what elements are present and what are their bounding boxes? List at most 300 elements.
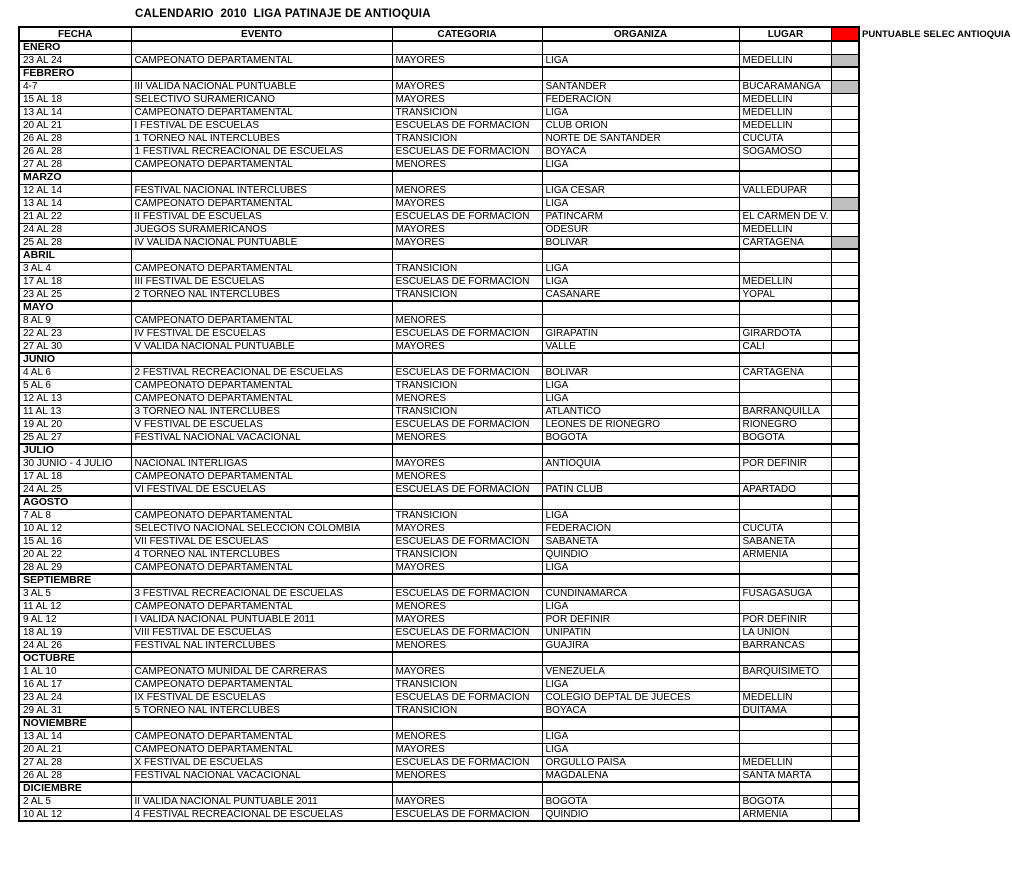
puntuable-cell	[832, 236, 859, 249]
puntuable-cell	[832, 639, 859, 652]
lugar-cell: RIONEGRO	[739, 418, 832, 431]
fecha-cell: 12 AL 14	[19, 184, 131, 197]
event-row	[19, 743, 859, 756]
lugar-cell: CUCUTA	[739, 132, 832, 145]
lugar-cell	[739, 743, 832, 756]
fecha-cell: 13 AL 14	[19, 106, 131, 119]
month-empty-cell	[739, 652, 832, 665]
evento-cell: V FESTIVAL DE ESCUELAS	[131, 418, 392, 431]
evento-cell: 2 TORNEO NAL INTERCLUBES	[131, 288, 392, 301]
organiza-cell	[542, 470, 739, 483]
puntuable-cell	[832, 483, 859, 496]
evento-cell: JUEGOS SURAMERICANOS	[131, 223, 392, 236]
fecha-cell: 13 AL 14	[19, 730, 131, 743]
puntuable-cell	[832, 769, 859, 782]
column-header-organiza: ORGANIZA	[542, 27, 739, 41]
event-row	[19, 145, 859, 158]
fecha-cell: 10 AL 12	[19, 522, 131, 535]
month-name-cell: MAYO	[19, 301, 131, 314]
categoria-cell: ESCUELAS DE FORMACION	[392, 535, 542, 548]
evento-cell: IV FESTIVAL DE ESCUELAS	[131, 327, 392, 340]
categoria-cell: TRANSICION	[392, 106, 542, 119]
event-row	[19, 509, 859, 522]
categoria-cell: ESCUELAS DE FORMACION	[392, 210, 542, 223]
lugar-cell: CUCUTA	[739, 522, 832, 535]
puntuable-cell	[832, 379, 859, 392]
categoria-cell: MENORES	[392, 392, 542, 405]
evento-cell: CAMPEONATO DEPARTAMENTAL	[131, 158, 392, 171]
evento-cell: SELECTIVO NACIONAL SELECCIÓN COLOMBIA	[131, 522, 392, 535]
month-empty-cell	[739, 717, 832, 730]
fecha-cell: 20 AL 22	[19, 548, 131, 561]
organiza-cell: QUINDIO	[542, 808, 739, 821]
fecha-cell: 23 AL 24	[19, 691, 131, 704]
organiza-cell: COLEGIO DEPTAL DE JUECES	[542, 691, 739, 704]
categoria-cell: ESCUELAS DE FORMACION	[392, 587, 542, 600]
month-empty-cell	[832, 444, 859, 457]
puntuable-cell	[832, 93, 859, 106]
column-header-lugar: LUGAR	[739, 27, 832, 41]
evento-cell: IX FESTIVAL DE ESCUELAS	[131, 691, 392, 704]
organiza-cell: BOGOTA	[542, 431, 739, 444]
lugar-cell: BOGOTA	[739, 431, 832, 444]
categoria-cell: MAYORES	[392, 743, 542, 756]
organiza-cell: BOYACA	[542, 704, 739, 717]
fecha-cell: 25 AL 28	[19, 236, 131, 249]
evento-cell: 5 TORNEO NAL INTERCLUBES	[131, 704, 392, 717]
event-row	[19, 587, 859, 600]
fecha-cell: 27 AL 28	[19, 756, 131, 769]
month-empty-cell	[392, 652, 542, 665]
puntuable-cell	[832, 808, 859, 821]
month-empty-cell	[542, 574, 739, 587]
fecha-cell: 15 AL 16	[19, 535, 131, 548]
legend-red-swatch	[832, 27, 859, 41]
organiza-cell: LIGA	[542, 106, 739, 119]
event-row	[19, 470, 859, 483]
lugar-cell: MEDELLIN	[739, 54, 832, 67]
organiza-cell: BOGOTA	[542, 795, 739, 808]
event-row	[19, 639, 859, 652]
event-row	[19, 106, 859, 119]
fecha-cell: 4-7	[19, 80, 131, 93]
month-empty-cell	[832, 717, 859, 730]
evento-cell: III VALIDA NACIONAL PUNTUABLE	[131, 80, 392, 93]
fecha-cell: 23 AL 25	[19, 288, 131, 301]
puntuable-cell	[832, 314, 859, 327]
month-name-cell: ABRIL	[19, 249, 131, 262]
month-empty-cell	[392, 496, 542, 509]
evento-cell: 2 FESTIVAL RECREACIONAL DE ESCUELAS	[131, 366, 392, 379]
categoria-cell: MENORES	[392, 600, 542, 613]
event-row	[19, 535, 859, 548]
evento-cell: VII FESTIVAL DE ESCUELAS	[131, 535, 392, 548]
organiza-cell: QUINDIO	[542, 548, 739, 561]
event-row	[19, 678, 859, 691]
month-empty-cell	[832, 41, 859, 54]
organiza-cell: VALLE	[542, 340, 739, 353]
puntuable-cell	[832, 197, 859, 210]
puntuable-cell	[832, 223, 859, 236]
month-row	[19, 444, 859, 457]
evento-cell: I FESTIVAL DE ESCUELAS	[131, 119, 392, 132]
month-empty-cell	[739, 574, 832, 587]
puntuable-cell	[832, 457, 859, 470]
month-empty-cell	[832, 301, 859, 314]
evento-cell: CAMPEONATO DEPARTAMENTAL	[131, 106, 392, 119]
organiza-cell: PATINCARM	[542, 210, 739, 223]
organiza-cell: LIGA	[542, 54, 739, 67]
fecha-cell: 15 AL 18	[19, 93, 131, 106]
puntuable-cell	[832, 132, 859, 145]
puntuable-cell	[832, 587, 859, 600]
month-row	[19, 301, 859, 314]
evento-cell: 3 FESTIVAL RECREACIONAL DE ESCUELAS	[131, 587, 392, 600]
month-empty-cell	[832, 67, 859, 80]
month-name-cell: DICIEMBRE	[19, 782, 131, 795]
lugar-cell	[739, 158, 832, 171]
fecha-cell: 17 AL 18	[19, 275, 131, 288]
organiza-cell: LIGA	[542, 379, 739, 392]
organiza-cell: LIGA	[542, 561, 739, 574]
lugar-cell	[739, 262, 832, 275]
lugar-cell: CARTAGENA	[739, 366, 832, 379]
header-row	[19, 27, 859, 41]
evento-cell: IV VALIDA NACIONAL PUNTUABLE	[131, 236, 392, 249]
categoria-cell: TRANSICION	[392, 405, 542, 418]
lugar-cell: MEDELLIN	[739, 691, 832, 704]
categoria-cell: TRANSICION	[392, 262, 542, 275]
evento-cell: FESTIVAL NACIONAL VACACIONAL	[131, 431, 392, 444]
event-row	[19, 158, 859, 171]
lugar-cell	[739, 678, 832, 691]
event-row	[19, 210, 859, 223]
fecha-cell: 4 AL 6	[19, 366, 131, 379]
event-row	[19, 93, 859, 106]
lugar-cell	[739, 197, 832, 210]
evento-cell: CAMPEONATO DEPARTAMENTAL	[131, 197, 392, 210]
event-row	[19, 275, 859, 288]
organiza-cell: GUAJIRA	[542, 639, 739, 652]
month-name-cell: JULIO	[19, 444, 131, 457]
evento-cell: VI FESTIVAL DE ESCUELAS	[131, 483, 392, 496]
categoria-cell: ESCUELAS DE FORMACION	[392, 145, 542, 158]
evento-cell: CAMPEONATO DEPARTAMENTAL	[131, 730, 392, 743]
evento-cell: CAMPEONATO DEPARTAMENTAL	[131, 54, 392, 67]
puntuable-cell	[832, 613, 859, 626]
categoria-cell: ESCUELAS DE FORMACION	[392, 327, 542, 340]
categoria-cell: TRANSICION	[392, 509, 542, 522]
month-empty-cell	[739, 67, 832, 80]
organiza-cell: BOYACA	[542, 145, 739, 158]
organiza-cell: LIGA	[542, 678, 739, 691]
lugar-cell: MEDELLIN	[739, 93, 832, 106]
categoria-cell: ESCUELAS DE FORMACION	[392, 418, 542, 431]
lugar-cell: MEDELLIN	[739, 756, 832, 769]
lugar-cell: VALLEDUPAR	[739, 184, 832, 197]
month-empty-cell	[392, 782, 542, 795]
event-row	[19, 704, 859, 717]
lugar-cell: BARRANCAS	[739, 639, 832, 652]
organiza-cell: LIGA	[542, 509, 739, 522]
lugar-cell: CARTAGENA	[739, 236, 832, 249]
lugar-cell	[739, 392, 832, 405]
event-row	[19, 379, 859, 392]
month-empty-cell	[131, 41, 392, 54]
organiza-cell: LIGA CESAR	[542, 184, 739, 197]
puntuable-cell	[832, 431, 859, 444]
lugar-cell: ARMENIA	[739, 808, 832, 821]
lugar-cell	[739, 561, 832, 574]
month-empty-cell	[542, 782, 739, 795]
lugar-cell: BOGOTA	[739, 795, 832, 808]
lugar-cell: ARMENIA	[739, 548, 832, 561]
categoria-cell: TRANSICION	[392, 704, 542, 717]
month-empty-cell	[131, 171, 392, 184]
month-row	[19, 41, 859, 54]
fecha-cell: 26 AL 28	[19, 132, 131, 145]
evento-cell: CAMPEONATO DEPARTAMENTAL	[131, 600, 392, 613]
organiza-cell: FEDERACION	[542, 522, 739, 535]
categoria-cell: MENORES	[392, 470, 542, 483]
event-row	[19, 340, 859, 353]
evento-cell: FESTIVAL NACIONAL INTERCLUBES	[131, 184, 392, 197]
categoria-cell: ESCUELAS DE FORMACION	[392, 808, 542, 821]
event-row	[19, 561, 859, 574]
lugar-cell: MEDELLIN	[739, 119, 832, 132]
month-empty-cell	[131, 717, 392, 730]
event-row	[19, 54, 859, 67]
categoria-cell: MAYORES	[392, 613, 542, 626]
month-name-cell: OCTUBRE	[19, 652, 131, 665]
event-row	[19, 600, 859, 613]
evento-cell: III FESTIVAL DE ESCUELAS	[131, 275, 392, 288]
month-empty-cell	[392, 301, 542, 314]
evento-cell: CAMPEONATO DEPARTAMENTAL	[131, 678, 392, 691]
fecha-cell: 9 AL 12	[19, 613, 131, 626]
evento-cell: 4 FESTIVAL RECREACIONAL DE ESCUELAS	[131, 808, 392, 821]
puntuable-cell	[832, 340, 859, 353]
month-empty-cell	[832, 782, 859, 795]
categoria-cell: ESCUELAS DE FORMACION	[392, 691, 542, 704]
puntuable-cell	[832, 730, 859, 743]
categoria-cell: MAYORES	[392, 93, 542, 106]
organiza-cell: LIGA	[542, 392, 739, 405]
month-row	[19, 171, 859, 184]
puntuable-cell	[832, 405, 859, 418]
lugar-cell: DUITAMA	[739, 704, 832, 717]
fecha-cell: 3 AL 4	[19, 262, 131, 275]
month-name-cell: JUNIO	[19, 353, 131, 366]
month-empty-cell	[739, 301, 832, 314]
organiza-cell: LIGA	[542, 730, 739, 743]
fecha-cell: 26 AL 28	[19, 145, 131, 158]
lugar-cell: APARTADO	[739, 483, 832, 496]
event-row	[19, 431, 859, 444]
lugar-cell: MEDELLIN	[739, 275, 832, 288]
event-row	[19, 756, 859, 769]
organiza-cell: LIGA	[542, 158, 739, 171]
evento-cell: CAMPEONATO DEPARTAMENTAL	[131, 314, 392, 327]
lugar-cell: LA UNION	[739, 626, 832, 639]
event-row	[19, 288, 859, 301]
fecha-cell: 28 AL 29	[19, 561, 131, 574]
fecha-cell: 18 AL 19	[19, 626, 131, 639]
evento-cell: NACIONAL INTERLIGAS	[131, 457, 392, 470]
lugar-cell: MEDELLIN	[739, 223, 832, 236]
organiza-cell: SANTANDER	[542, 80, 739, 93]
event-row	[19, 262, 859, 275]
puntuable-cell	[832, 795, 859, 808]
lugar-cell	[739, 730, 832, 743]
month-empty-cell	[542, 171, 739, 184]
fecha-cell: 12 AL 13	[19, 392, 131, 405]
organiza-cell	[542, 314, 739, 327]
column-header-evento: EVENTO	[131, 27, 392, 41]
month-name-cell: FEBRERO	[19, 67, 131, 80]
event-row	[19, 808, 859, 821]
month-empty-cell	[542, 652, 739, 665]
lugar-cell	[739, 509, 832, 522]
event-row	[19, 405, 859, 418]
puntuable-cell	[832, 509, 859, 522]
event-row	[19, 457, 859, 470]
month-row	[19, 67, 859, 80]
month-empty-cell	[832, 249, 859, 262]
puntuable-cell	[832, 262, 859, 275]
month-empty-cell	[832, 353, 859, 366]
lugar-cell: EL CARMEN DE V.	[739, 210, 832, 223]
categoria-cell: MAYORES	[392, 665, 542, 678]
categoria-cell: MAYORES	[392, 795, 542, 808]
lugar-cell: SABANETA	[739, 535, 832, 548]
fecha-cell: 22 AL 23	[19, 327, 131, 340]
calendar-table	[18, 26, 860, 822]
event-row	[19, 132, 859, 145]
puntuable-cell	[832, 522, 859, 535]
categoria-cell: MENORES	[392, 769, 542, 782]
fecha-cell: 24 AL 26	[19, 639, 131, 652]
event-row	[19, 730, 859, 743]
month-empty-cell	[131, 301, 392, 314]
puntuable-cell	[832, 54, 859, 67]
puntuable-cell	[832, 145, 859, 158]
categoria-cell: MAYORES	[392, 197, 542, 210]
organiza-cell: ANTIOQUIA	[542, 457, 739, 470]
month-empty-cell	[739, 249, 832, 262]
month-empty-cell	[131, 496, 392, 509]
lugar-cell: YOPAL	[739, 288, 832, 301]
month-empty-cell	[392, 171, 542, 184]
event-row	[19, 418, 859, 431]
organiza-cell: LIGA	[542, 743, 739, 756]
evento-cell: CAMPEONATO DEPARTAMENTAL	[131, 379, 392, 392]
puntuable-cell	[832, 106, 859, 119]
month-empty-cell	[131, 444, 392, 457]
categoria-cell: ESCUELAS DE FORMACION	[392, 756, 542, 769]
evento-cell: 1 TORNEO NAL INTERCLUBES	[131, 132, 392, 145]
evento-cell: VIII FESTIVAL DE ESCUELAS	[131, 626, 392, 639]
month-empty-cell	[542, 67, 739, 80]
categoria-cell: ESCUELAS DE FORMACION	[392, 626, 542, 639]
month-empty-cell	[542, 301, 739, 314]
lugar-cell	[739, 470, 832, 483]
month-empty-cell	[542, 717, 739, 730]
month-empty-cell	[131, 574, 392, 587]
puntuable-cell	[832, 288, 859, 301]
categoria-cell: MAYORES	[392, 223, 542, 236]
month-empty-cell	[739, 496, 832, 509]
event-row	[19, 769, 859, 782]
event-row	[19, 366, 859, 379]
organiza-cell: CASANARE	[542, 288, 739, 301]
fecha-cell: 16 AL 17	[19, 678, 131, 691]
month-empty-cell	[739, 782, 832, 795]
organiza-cell: LIGA	[542, 600, 739, 613]
month-name-cell: AGOSTO	[19, 496, 131, 509]
organiza-cell: MAGDALENA	[542, 769, 739, 782]
categoria-cell: MAYORES	[392, 54, 542, 67]
month-empty-cell	[392, 67, 542, 80]
month-row	[19, 574, 859, 587]
evento-cell: CAMPEONATO MUNIDAL DE CARRERAS	[131, 665, 392, 678]
month-name-cell: SEPTIEMBRE	[19, 574, 131, 587]
fecha-cell: 24 AL 28	[19, 223, 131, 236]
lugar-cell	[739, 379, 832, 392]
event-row	[19, 119, 859, 132]
lugar-cell: SOGAMOSO	[739, 145, 832, 158]
month-empty-cell	[542, 496, 739, 509]
month-empty-cell	[542, 41, 739, 54]
event-row	[19, 691, 859, 704]
organiza-cell: PATIN CLUB	[542, 483, 739, 496]
column-header-categoria: CATEGORIA	[392, 27, 542, 41]
evento-cell: X FESTIVAL DE ESCUELAS	[131, 756, 392, 769]
categoria-cell: MAYORES	[392, 236, 542, 249]
lugar-cell: POR DEFINIR	[739, 457, 832, 470]
month-empty-cell	[832, 574, 859, 587]
evento-cell: CAMPEONATO DEPARTAMENTAL	[131, 509, 392, 522]
puntuable-cell	[832, 535, 859, 548]
fecha-cell: 11 AL 13	[19, 405, 131, 418]
categoria-cell: MAYORES	[392, 457, 542, 470]
puntuable-cell	[832, 743, 859, 756]
puntuable-cell	[832, 418, 859, 431]
event-row	[19, 197, 859, 210]
puntuable-cell	[832, 275, 859, 288]
organiza-cell: FEDERACION	[542, 93, 739, 106]
categoria-cell: MAYORES	[392, 561, 542, 574]
month-name-cell: NOVIEMBRE	[19, 717, 131, 730]
puntuable-cell	[832, 470, 859, 483]
categoria-cell: TRANSICION	[392, 132, 542, 145]
organiza-cell: LEONES DE RIONEGRO	[542, 418, 739, 431]
month-empty-cell	[392, 41, 542, 54]
month-row	[19, 717, 859, 730]
month-name-cell: MARZO	[19, 171, 131, 184]
fecha-cell: 20 AL 21	[19, 743, 131, 756]
month-empty-cell	[739, 444, 832, 457]
fecha-cell: 5 AL 6	[19, 379, 131, 392]
event-row	[19, 483, 859, 496]
lugar-cell: BARQUISIMETO	[739, 665, 832, 678]
fecha-cell: 26 AL 28	[19, 769, 131, 782]
evento-cell: FESTIVAL NACIONAL VACACIONAL	[131, 769, 392, 782]
evento-cell: II FESTIVAL DE ESCUELAS	[131, 210, 392, 223]
puntuable-cell	[832, 678, 859, 691]
evento-cell: CAMPEONATO DEPARTAMENTAL	[131, 743, 392, 756]
evento-cell: SELECTIVO SURAMERICANO	[131, 93, 392, 106]
